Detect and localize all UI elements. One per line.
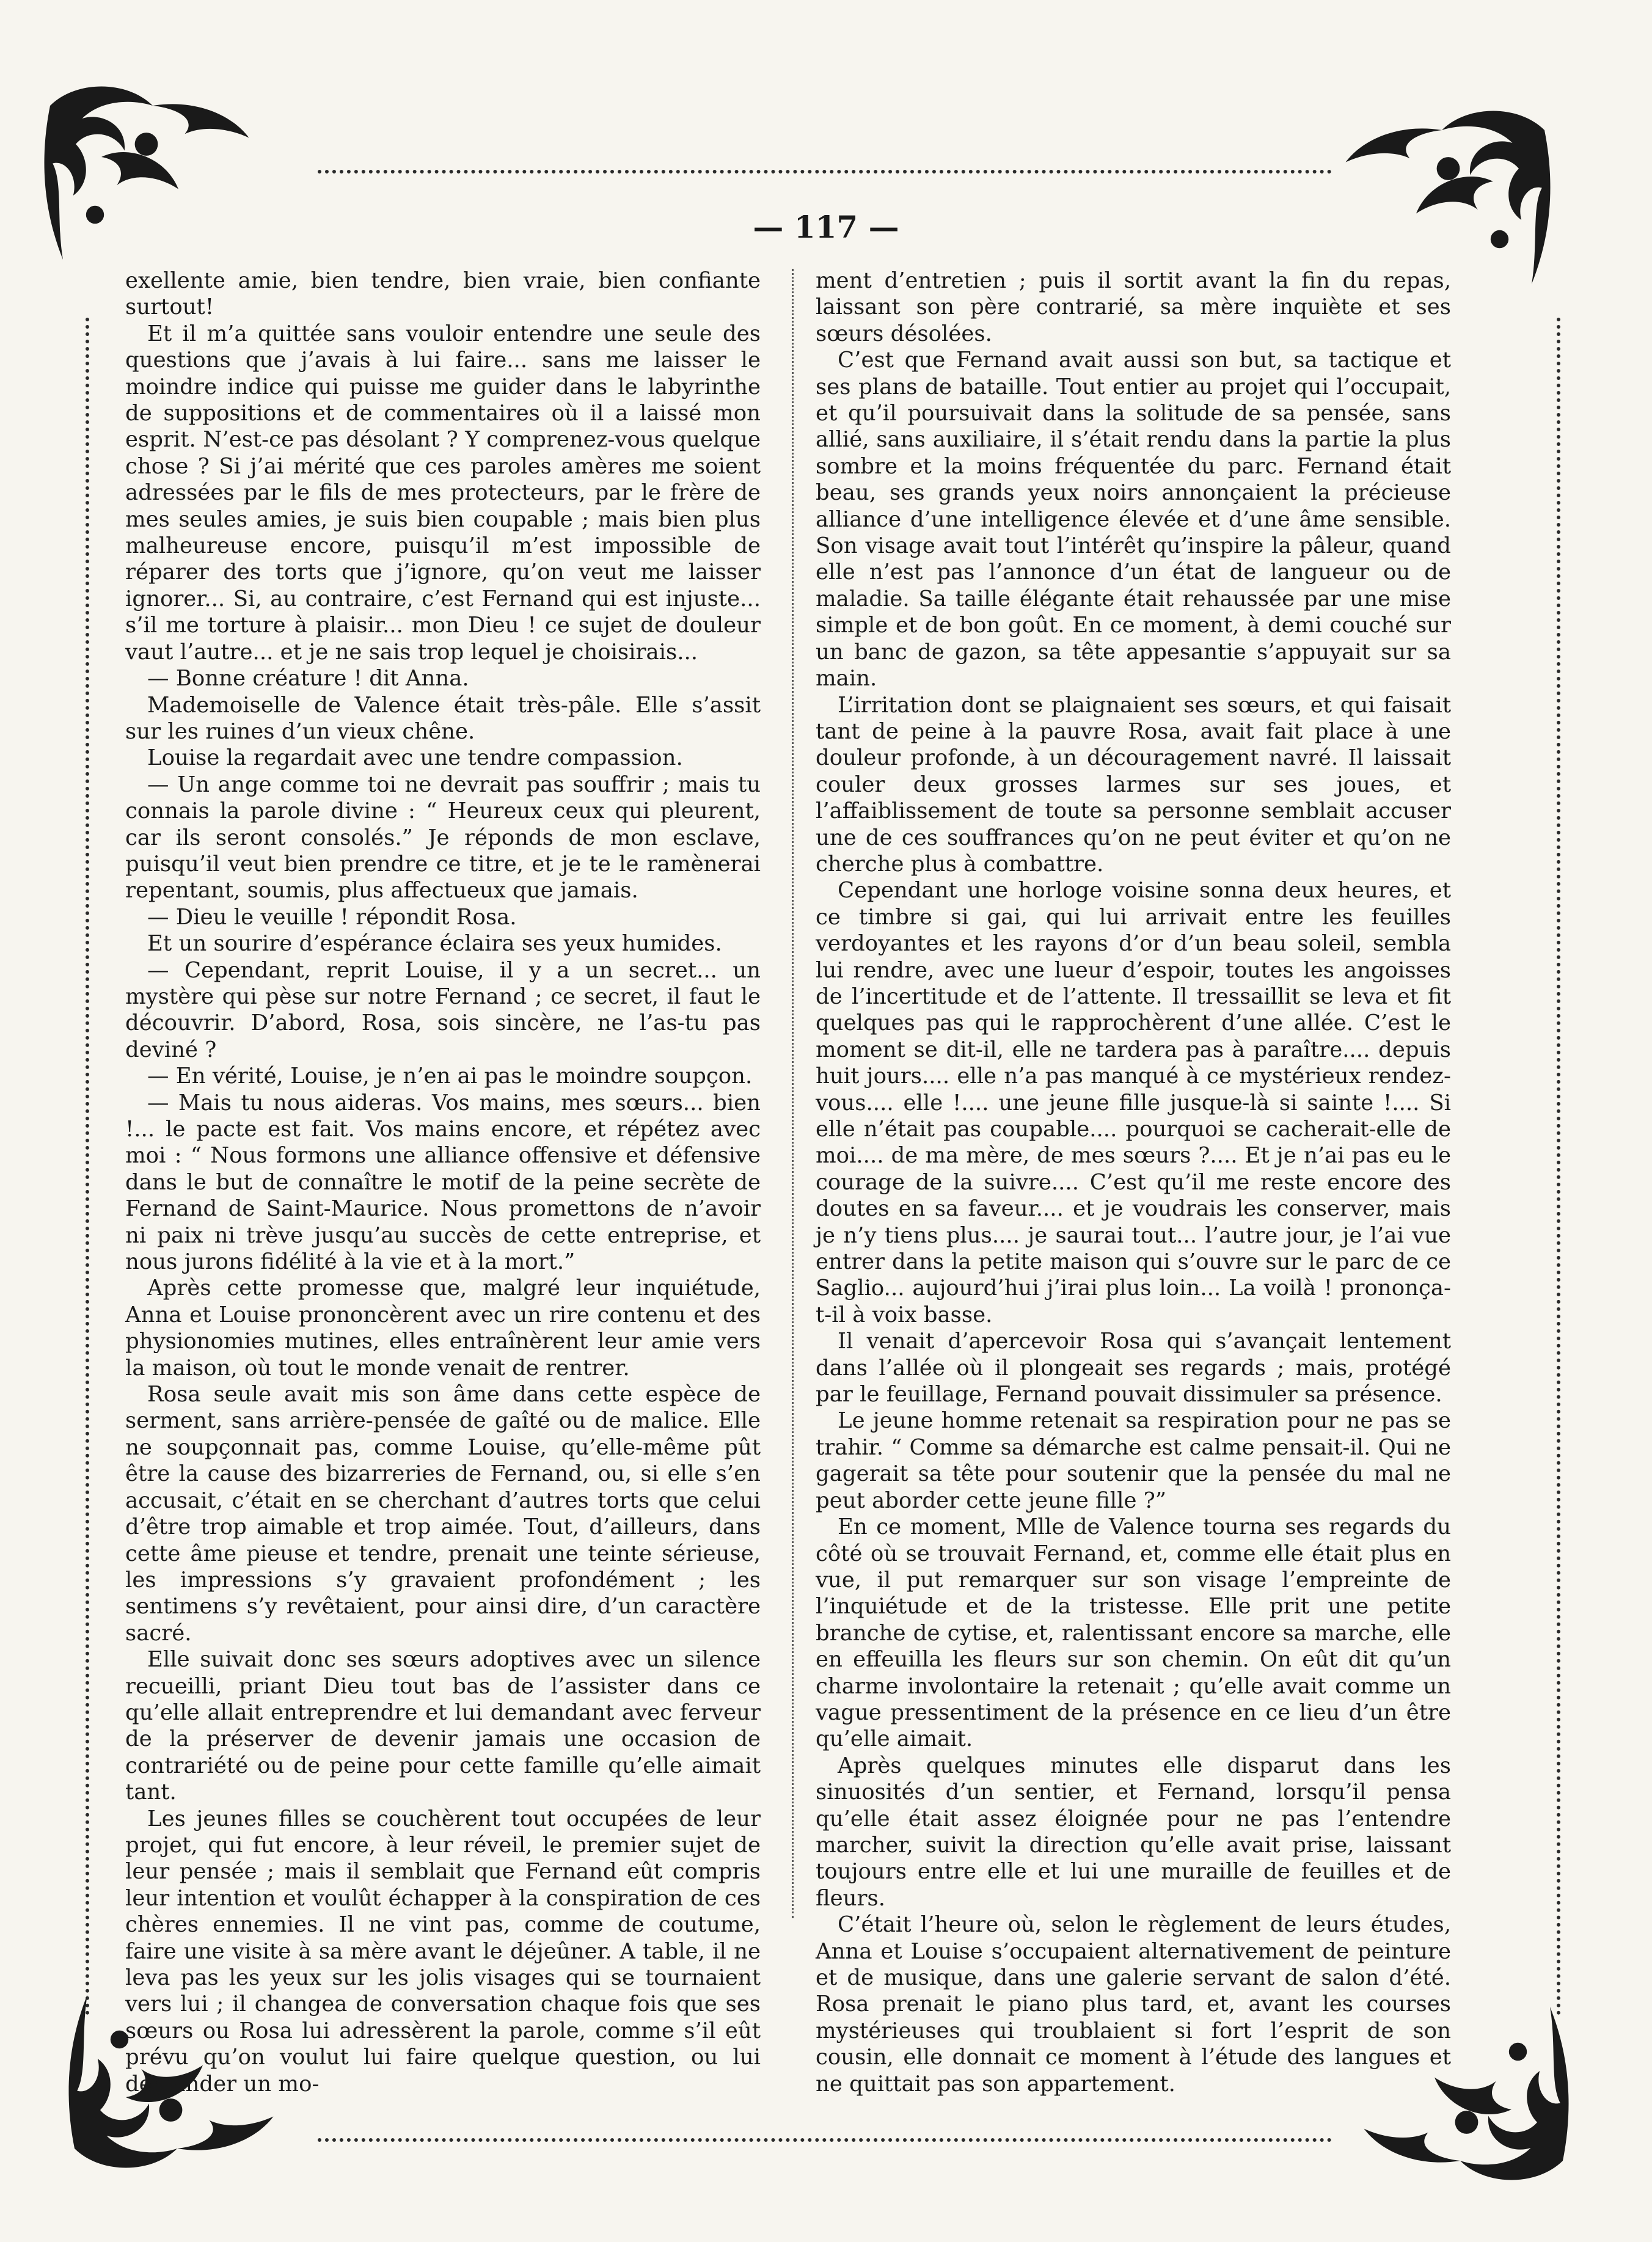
paragraph: — Mais tu nous aideras. Vos mains, mes sœurs... bien !... le pacte est fait. Vos mains encore, et répétez avec moi : “ Nous formons une alliance offensive et défensive dans le but de connaître le motif de la peine secrète de Fernand de Saint-Maurice. Nous promettons de n’avoir ni paix ni trève jusqu’au succès de cette entreprise, et nous jurons fidélité à la vie et à la mort.” bbox=[125, 1090, 761, 1275]
bottom-border-rule bbox=[318, 2138, 1332, 2142]
paragraph: Et il m’a quittée sans vouloir entendre une seule des questions que j’avais à lui faire... sans me laisser le moindre indice qui puisse me guider dans le labyrinthe de suppositions et de commentaires où il a laissé mon esprit. N’est-ce pas désolant ? Y comprenez-vous quelque chose ? Si j’ai mérité que ces paroles amères me soient adressées par le fils de mes protecteurs, par le frère de mes seules amies, je suis bien coupable ; mais bien plus malheureuse encore, puisqu’il m’est impossible de réparer des torts que j’ignore, qu’on veut me laisser ignorer... Si, au contraire, c’est Fernand qui est injuste... s’il me torture à plaisir... mon Dieu ! ce sujet de douleur vaut l’autre... et je ne sais trop lequel je choisirais... bbox=[125, 321, 761, 665]
paragraph: Mademoiselle de Valence était très-pâle. Elle s’assit sur les ruines d’un vieux chêne. bbox=[125, 692, 761, 744]
paragraph: L’irritation dont se plaignaient ses sœurs, et qui faisait tant de peine à la pauvre Rosa, avait fait place à une douleur profonde, à un découragement navré. Il laissait couler deux grosses larmes sur ses joues, et l’affaiblissement de toute sa personne semblait accuser une de ces souffrances qu’on ne peut éviter et qu’on ne cherche plus à combattre. bbox=[816, 692, 1451, 877]
paragraph: Rosa seule avait mis son âme dans cette espèce de serment, sans arrière-pensée de gaîté ou de malice. Elle ne soupçonnait pas, comme Louise, qu’elle-même pût être la cause des bizarreries de Fernand, ou, si elle s’en accusait, c’était en se cherchant d’autres torts que celui d’être trop aimable et trop aimée. Tout, d’ailleurs, dans cette âme pieuse et tendre, prenait une teinte sérieuse, les impressions s’y gravaient profondément ; les sentimens s’y revêtaient, pour ainsi dire, d’un caractère sacré. bbox=[125, 1382, 761, 1646]
paragraph: — Un ange comme toi ne devrait pas souffrir ; mais tu connais la parole divine : “ Heureux ceux qui pleurent, car ils seront consolés.” Je réponds de mon esclave, puisqu’il veut bien prendre ce titre, et je te le ramènerai repentant, soumis, plus affectueux que jamais. bbox=[125, 772, 761, 904]
paragraph: — Dieu le veuille ! répondit Rosa. bbox=[147, 904, 517, 930]
paragraph: — Bonne créature ! dit Anna. bbox=[147, 666, 469, 692]
paragraph: Cependant une horloge voisine sonna deux heures, et ce timbre si gai, qui lui arrivait entre les feuilles verdoyantes et les rayons d’or d’un beau soleil, sembla lui rendre, avec une lueur d’espoir, toutes les angoisses de l’incertitude et de l’attente. Il tressaillit se leva et fit quelques pas qui le rapprochèrent d’une allée. C’est le moment se dit-il, elle ne tardera pas à paraître.... depuis huit jours.... elle n’a pas manqué à ce mystérieux rendez-vous.... elle !.... une jeune fille jusque-là si sainte !.... Si elle n’était pas coupable.... pourquoi se cacherait-elle de moi.... de ma mère, de mes sœurs ?.... Et je n’ai pas eu le courage de la suivre.... C’est qu’il me reste encore des doutes en sa faveur.... et je voudrais les conserver, mais je n’y tiens plus.... je saurai tout... l’autre jour, je l’ai vue entrer dans la petite maison qui s’ouvre sur le parc de ce Saglio... aujourd’hui j’irai plus loin... La voilà ! prononça-t-il à voix basse. bbox=[816, 878, 1451, 1327]
left-border-rule bbox=[86, 318, 89, 2016]
paragraph: Après cette promesse que, malgré leur inquiétude, Anna et Louise prononcèrent avec un rire contenu et des physionomies mutines, elles entraînèrent leur amie vers la maison, où tout le monde venait de rentrer. bbox=[125, 1276, 761, 1381]
right-text-column bbox=[816, 268, 1451, 2097]
paragraph: C’était l’heure où, selon le règlement de leurs études, Anna et Louise s’occupaient alternativement de peinture et de musique, dans une galerie servant de salon d’été. Rosa prenait le piano plus tard, et, avant les courses mystérieuses qui troublaient si fort l’esprit de son cousin, elle donnait ce moment à l’étude des langues et ne quittait pas son appartement. bbox=[816, 1912, 1451, 2097]
paragraph: Les jeunes filles se couchèrent tout occupées de leur projet, qui fut encore, à leur réveil, le premier sujet de leur pensée ; mais il semblait que Fernand eût compris leur intention et voulût échapper à la conspiration de ces chères ennemies. Il ne vint pas, comme de coutume, faire une visite à sa mère avant le déjeûner. A table, il ne leva pas les yeux sur les jolis visages qui se tournaient vers lui ; il changea de conversation chaque fois que ses sœurs ou Rosa lui adressèrent la parole, comme s’il eût prévu qu’on voulut lui faire quelque question, ou lui demander un mo- bbox=[125, 1806, 761, 2097]
paragraph: En ce moment, Mlle de Valence tourna ses regards du côté où se trouvait Fernand, et, comme elle était plus en vue, il put remarquer sur son visage l’empreinte de l’inquiétude et de la tristesse. Elle prit une petite branche de cytise, et, ralentissant encore sa marche, elle en effeuilla les fleurs sur son chemin. On eût dit qu’un charme involontaire la retenait ; qu’elle avait comme un vague pressentiment de la présence en ce lieu d’un être qu’elle aimait. bbox=[816, 1514, 1451, 1752]
paragraph: exellente amie, bien tendre, bien vraie, bien confiante surtout! bbox=[125, 268, 761, 320]
page-number: — 117 — bbox=[753, 209, 899, 245]
paragraph: Le jeune homme retenait sa respiration pour ne pas se trahir. “ Comme sa démarche est calme pensait-il. Qui ne gagerait sa tête pour soutenir que la pensée du mal ne peut aborder cette jeune fille ?” bbox=[816, 1408, 1451, 1513]
left-text-column bbox=[125, 268, 761, 2097]
column-divider bbox=[792, 269, 794, 1918]
paragraph: Et un sourire d’espérance éclaira ses yeux humides. bbox=[147, 931, 722, 957]
top-border-rule bbox=[318, 170, 1332, 173]
paragraph: — En vérité, Louise, je n’en ai pas le moindre soupçon. bbox=[147, 1064, 753, 1089]
paragraph: Louise la regardait avec une tendre compassion. bbox=[147, 745, 683, 771]
right-border-rule bbox=[1557, 318, 1560, 2016]
paragraph: Elle suivait donc ses sœurs adoptives avec un silence recueilli, priant Dieu tout bas de l’assister dans ce qu’elle allait entreprendre et lui demandant avec ferveur de la préserver de devenir jamais une occasion de contrariété ou de peine pour cette famille qu’elle aimait tant. bbox=[125, 1647, 761, 1805]
paragraph: Après quelques minutes elle disparut dans les sinuosités d’un sentier, et Fernand, lorsqu’il pensa qu’elle était assez éloignée pour ne pas l’entendre marcher, suivit la direction qu’elle avait prise, laissant toujours entre elle et lui une muraille de feuilles et de fleurs. bbox=[816, 1753, 1451, 1911]
paragraph: C’est que Fernand avait aussi son but, sa tactique et ses plans de bataille. Tout entier au projet qui l’occupait, et qu’il poursuivait dans la solitude de sa pensée, sans allié, sans auxiliaire, il s’était rendu dans la partie la plus sombre et la moins fréquentée du parc. Fernand était beau, ses grands yeux noirs annonçaient la précieuse alliance d’une intelligence élevée et d’une âme sensible. Son visage avait tout l’intérêt qu’inspire la pâleur, quand elle n’est pas l’annonce d’un état de langueur ou de maladie. Sa taille élégante était rehaussée par une mise simple et de bon goût. En ce moment, à demi couché sur un banc de gazon, sa tête appesantie s’appuyait sur sa main. bbox=[816, 348, 1451, 692]
paragraph: — Cependant, reprit Louise, il y a un secret... un mystère qui pèse sur notre Fernand ; ce secret, il faut le découvrir. D’abord, Rosa, sois sincère, ne l’as-tu pas deviné ? bbox=[125, 957, 761, 1062]
paragraph: Il venait d’apercevoir Rosa qui s’avançait lentement dans l’allée où il plongeait ses regards ; mais, protégé par le feuillage, Fernand pouvait dissimuler sa présence. bbox=[816, 1329, 1451, 1408]
paragraph: ment d’entretien ; puis il sortit avant la fin du repas, laissant son père contrarié, sa mère inquiète et ses sœurs désolées. bbox=[816, 268, 1451, 346]
